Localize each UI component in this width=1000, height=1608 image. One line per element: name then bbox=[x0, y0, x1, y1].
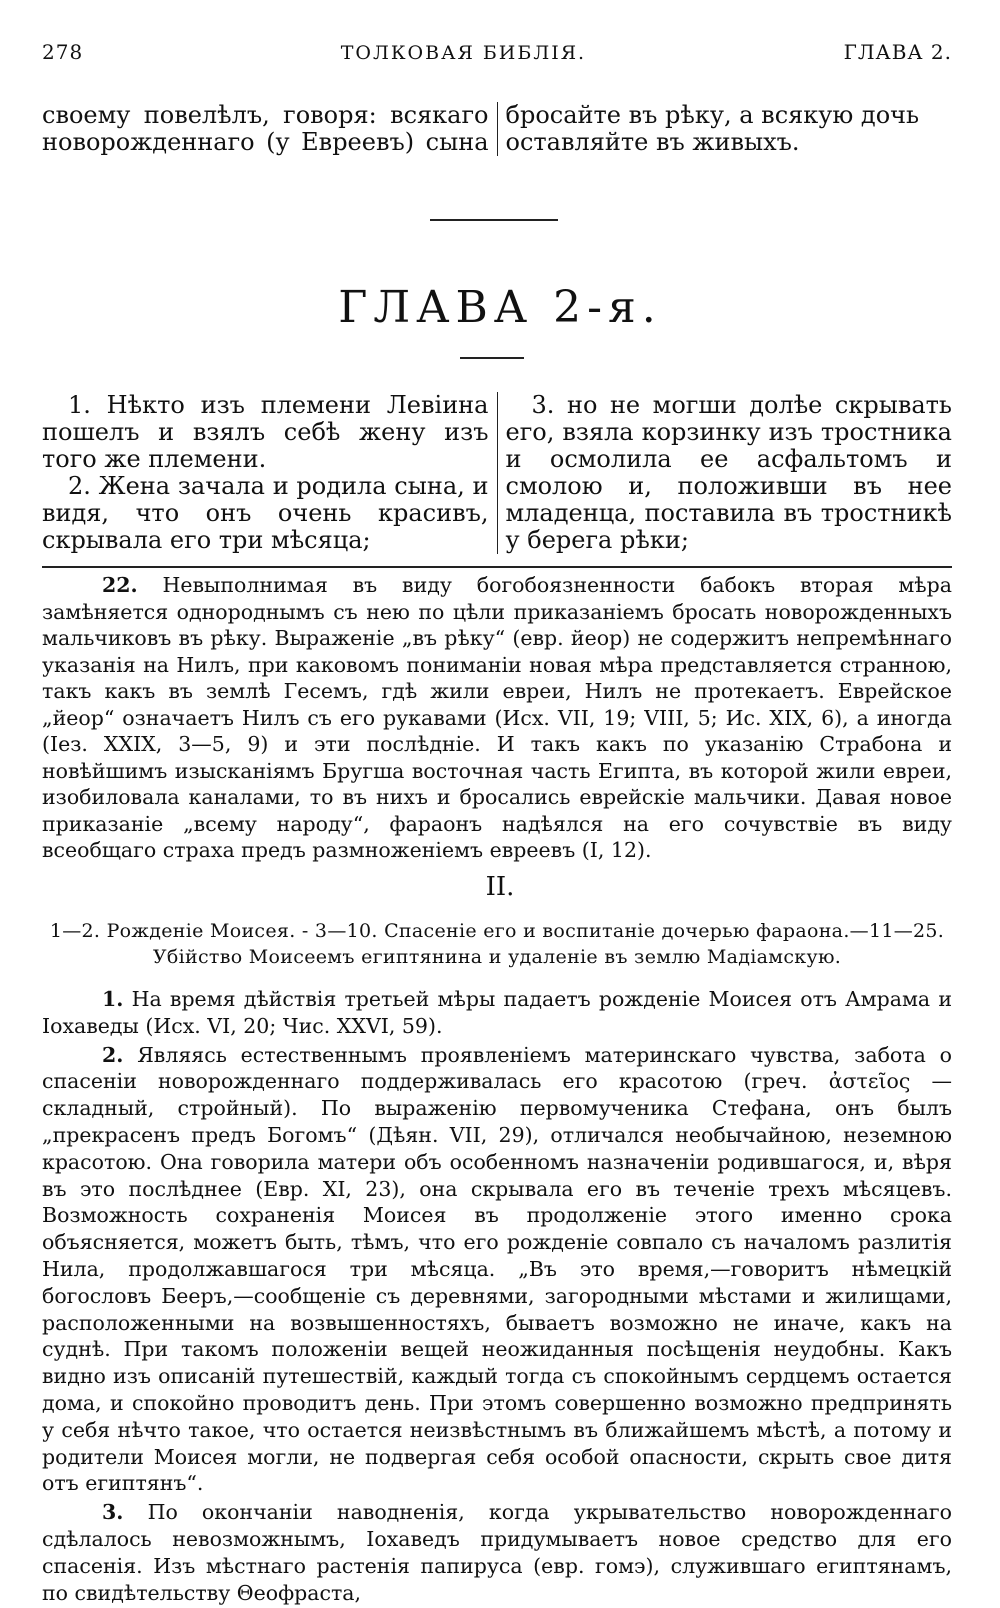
verse-columns bbox=[42, 392, 952, 554]
note-text: На время дѣйствія третьей мѣры падаетъ рожденіе Моисея отъ Амрама и Іохаведы (Исх. VI, 20; Чис. XXVI, 59). bbox=[42, 987, 952, 1038]
note-number: 1. bbox=[102, 987, 124, 1011]
running-chapter: ГЛАВА 2. bbox=[843, 40, 952, 64]
continued-verse-right: бросайте въ рѣку, а всякую дочь оставляйте въ живыхъ. bbox=[505, 101, 920, 156]
verse-column-left bbox=[42, 392, 498, 554]
note-2 bbox=[42, 1042, 952, 1498]
section-summary: 1—2. Рожденіе Моисея. - 3—10. Спасеніе его и воспитаніе дочерью фараона.—11—25. Убійство Моисеемъ египтянина и удаленіе въ землю Мадіамскую. bbox=[49, 920, 945, 968]
running-head bbox=[42, 40, 952, 64]
commentary-22 bbox=[42, 572, 952, 864]
commentary-number: 22. bbox=[102, 573, 138, 597]
continued-verse-left: своему повелѣлъ, говоря: всякаго новорожденнаго (у Евреевъ) сына bbox=[42, 102, 498, 156]
chapter-heading: ГЛАВА 2-я. bbox=[338, 282, 662, 333]
verse-3: 3. но не могши долѣе скрывать его, взяла корзинку изъ тростника и осмолила ее асфальтомъ и смолою и, положивши въ нее младенца, поставила въ тростникѣ у берега рѣки; bbox=[505, 391, 952, 554]
note-1 bbox=[42, 986, 952, 1040]
verse-1: 1. Нѣкто изъ племени Левіина пошелъ и взялъ себѣ жену изъ того же племени. bbox=[42, 391, 489, 473]
commentary-text: Невыполнимая въ виду богобоязненности бабокъ вторая мѣра замѣняется однороднымъ съ нею по цѣли приказаніемъ бросать новорожденныхъ мальчиковъ въ рѣку. Выраженіе „въ рѣку“ (евр. йеор) не содержитъ непремѣннаго указанія на Нилъ, при каковомъ пониманіи новая мѣра представляется странною, такъ какъ въ землѣ Гесемъ, гдѣ жили евреи, Нилъ не протекаетъ. Еврейское „йеор“ означаетъ Нилъ съ его рукавами (Исх. VII, 19; VIII, 5; Ис. XIX, 6), а иногда (Іез. XXIX, 3—5, 9) и эти послѣдніе. И такъ какъ по указанію Страбона и новѣйшимъ изысканіямъ Бругша восточная часть Египта, въ которой жили евреи, изобиловала каналами, то въ нихъ и бросались еврейскіе мальчики. Давая новое приказаніе „всему народу“, фараонъ надѣялся на его сочувствіе въ виду всеобщаго страха предъ размноженіемъ евреевъ (I, 12). bbox=[42, 573, 952, 862]
note-number: 3. bbox=[102, 1500, 124, 1525]
verse-2: 2. Жена зачала и родила сына, и видя, что онъ очень красивъ, скрывала его три мѣсяца; bbox=[42, 472, 489, 554]
book-title: ТОЛКОВАЯ БИБЛІЯ. bbox=[340, 42, 587, 64]
page-number: 278 bbox=[42, 40, 84, 64]
note-text: Являясь естественнымъ проявленіемъ материнскаго чувства, забота о спасеніи новорожденнаго поддерживалась его красотою (греч. ἀστεῖος — складный, стройный). По выраженію первомученика Стефана, онъ былъ „прекрасенъ предъ Богомъ“ (Дѣян. VII, 29), отличался необычайною, неземною красотою. Она говорила матери объ особенномъ назначеніи родившагося, и, вѣря въ это послѣднее (Евр. XI, 23), она скрывала его въ теченіе трехъ мѣсяцевъ. Возможность сохраненія Моисея въ продолженіе этого именно срока объясняется, можетъ быть, тѣмъ, что его рожденіе совпало съ началомъ разлитія Нила, продолжавшагося три мѣсяца. „Въ это время,—говоритъ нѣмецкій богословъ Бееръ,—сообщеніе съ деревнями, загородными мѣстами и жилищами, расположенными на возвышенностяхъ, бываетъ возможно не иначе, какъ на суднѣ. При такомъ положеніи вещей неожиданныя посѣщенія неудобны. Какъ видно изъ описаній путешествій, каждый тогда съ спокойнымъ сердцемъ остается дома, и спокойно проводитъ день. При этомъ совершенно возможно предпринять у себя нѣчто такое, что остается неизвѣстнымъ въ ближайшемъ мѣстѣ, а потому и родители Моисея могли, не подвергая себя особой опасности, скрыть свое дитя отъ египтянъ“. bbox=[42, 1042, 952, 1496]
continued-verse-columns bbox=[42, 102, 952, 156]
section-numeral: II. bbox=[485, 872, 515, 902]
commentary-notes bbox=[42, 986, 952, 1608]
note-3 bbox=[42, 1499, 952, 1606]
verse-commentary-divider bbox=[42, 566, 952, 568]
heading-divider bbox=[460, 357, 524, 359]
section-divider bbox=[430, 219, 558, 221]
verse-column-right bbox=[498, 392, 953, 554]
note-number: 2. bbox=[102, 1042, 124, 1067]
note-text: По окончаніи наводненія, когда укрывательство новорожденнаго сдѣлалось невозможнымъ, Іохаведъ придумываетъ новое средство для его спасенія. Изъ мѣстнаго растенія папируса (евр. гомэ), служившаго египтянамъ, по свидѣтельству Θеофраста, bbox=[42, 1500, 952, 1605]
